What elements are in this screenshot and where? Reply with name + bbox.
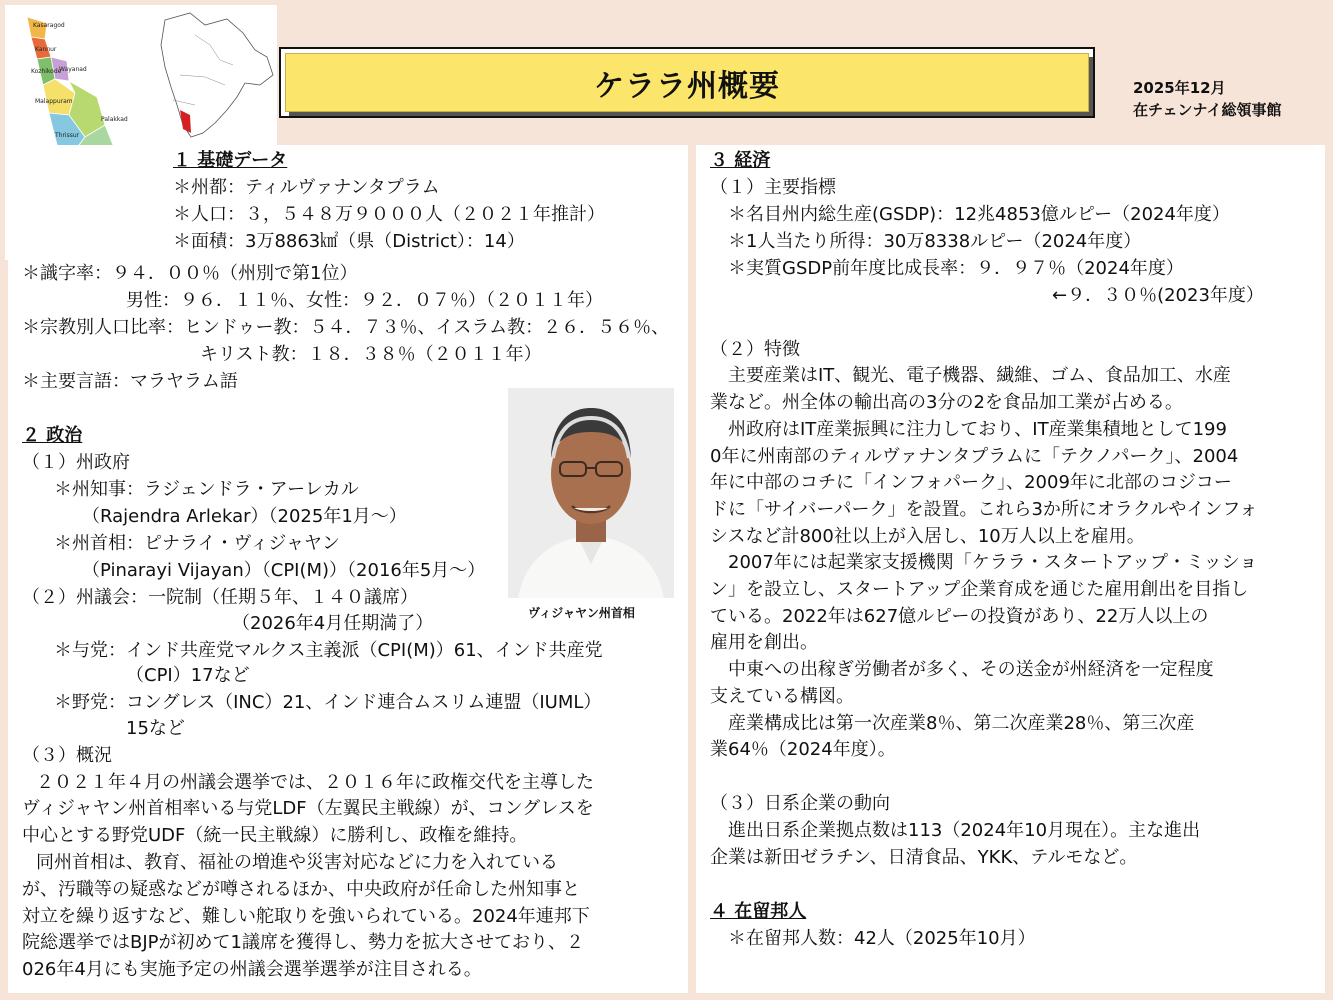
map-label-thrissur: Thrissur (55, 132, 80, 139)
religion-line-2: キリスト教：１８．３８％（２０１１年） (200, 344, 542, 365)
per-capita-income-line: ＊1人当たり所得：30万8338ルピー（2024年度） (728, 231, 1142, 252)
map-label-kasaragod: Kasaragod (33, 22, 65, 29)
ruling-party-line: ＊与党：インド共産党マルクス主義派（CPI(M)）61、インド共産党 (54, 640, 603, 661)
features-line-4: 0年に州南部のティルヴァナンタプラムに「テクノパーク」、2004 (710, 446, 1239, 467)
features-line-15: 業64％（2024年度）。 (710, 739, 896, 760)
chief-minister-photo (508, 388, 674, 598)
issuer-name: 在チェンナイ総領事館 (1133, 101, 1282, 119)
features-heading: （２）特徴 (710, 339, 800, 360)
ruling-party-line-2: （CPI）17など (126, 665, 250, 686)
features-line-7: シスなど計800社以上が入居し、10万人以上を雇用。 (710, 526, 1145, 547)
governor-detail: （Rajendra Arlekar）（2025年1月～） (82, 506, 407, 527)
opposition-line: ＊野党：コングレス（INC）21、インド連合ムスリム連盟（IUML） (54, 692, 602, 713)
map-label-kannur: Kannur (35, 46, 57, 53)
opposition-line-2: 15など (126, 718, 185, 739)
title-banner (285, 53, 1089, 112)
features-line-2: 業など。州全体の輸出高の3分の2を食品加工業が占める。 (710, 392, 1183, 413)
features-line-5: 年に中部のコチに「インフォパーク」、2009年に北部のコジコー (710, 472, 1232, 493)
assembly-line: （２）州議会：一院制（任期５年、１４０議席） (22, 587, 418, 608)
japanese-companies-heading: （３）日系企業の動向 (710, 793, 890, 814)
features-line-6: ドに「サイバーパーク」を設置。これら3か所にオラクルやインフォ (710, 499, 1258, 520)
issue-info (1133, 77, 1282, 121)
title-frame (279, 47, 1095, 118)
religion-line: ＊宗教別人口比率：ヒンドゥー教：５４．７３％、イスラム教：２６．５６％、 (22, 317, 670, 338)
capital-line: ＊州都：ティルヴァナンタプラム (173, 177, 440, 198)
photo-caption: ヴィジャヤン州首相 (528, 606, 635, 620)
gsdp-line: ＊名目州内総生産(GSDP)：12兆4853億ルピー（2024年度） (728, 204, 1230, 225)
overview-line-6: 対立を繰り返すなど、難しい舵取りを強いられている。2024年連邦下 (22, 906, 590, 927)
state-government-heading: （１）州政府 (22, 452, 130, 473)
overview-line-7: 院総選挙ではBJPが初めて1議席を獲得し、勢力を拡大させており、２ (22, 932, 584, 953)
features-line-14: 産業構成比は第一次産業8％、第二次産業28％、第三次産 (728, 713, 1195, 734)
section-heading-economy: ３ 経済 (710, 150, 771, 171)
map-label-malappuram: Malappuram (35, 98, 73, 105)
issue-date: 2025年12月 (1133, 79, 1226, 97)
features-line-10: ている。2022年は627億ルピーの投資があり、22万人以上の (710, 606, 1209, 627)
area-line: ＊面積：3万8863㎢（県（District）：14） (173, 231, 525, 252)
features-line-1: 主要産業はIT、観光、電子機器、繊維、ゴム、食品加工、水産 (728, 365, 1231, 386)
growth-rate-prev-line: ←９．３０％(2023年度） (1052, 285, 1264, 306)
key-indicators-heading: （１）主要指標 (710, 177, 836, 198)
features-line-9: ン」を設立し、スタートアップ企業育成を通じた雇用創出を目指し (710, 579, 1249, 600)
overview-line-5: が、汚職等の疑惑などが噂されるほか、中央政府が任命した州知事と (22, 879, 580, 900)
literacy-gender-line: 男性：９６．１１％、女性：９２．０７％）（２０１１年） (126, 290, 603, 311)
map-label-kozhikode: Kozhikode (31, 68, 62, 75)
section-heading-politics: ２ 政治 (22, 425, 83, 446)
language-line: ＊主要言語：マラヤラム語 (22, 371, 238, 392)
governor-line: ＊州知事：ラジェンドラ・アーレカル (54, 479, 359, 500)
features-line-12: 中東への出稼ぎ労働者が多く、その送金が州経済を一定程度 (728, 659, 1214, 680)
map-label-wayanad: Wayanad (59, 66, 87, 73)
assembly-term-line: （2026年4月任期満了） (232, 613, 434, 634)
overview-heading: （３）概況 (22, 745, 112, 766)
overview-line-2: ヴィジャヤン州首相率いる与党LDF（左翼民主戦線）が、コングレスを (22, 798, 594, 819)
chief-minister-line: ＊州首相：ピナライ・ヴィジャヤン (54, 533, 340, 554)
overview-line-8: 026年4月にも実施予定の州議会選挙選挙が注目される。 (22, 959, 482, 980)
residents-line: ＊在留邦人数：42人（2025年10月） (728, 928, 1036, 949)
chief-minister-detail: （Pinarayi Vijayan）（CPI(M)）（2016年5月～） (82, 560, 486, 581)
japanese-companies-line-1: 進出日系企業拠点数は113（2024年10月現在）。主な進出 (728, 820, 1201, 841)
japanese-companies-line-2: 企業は新田ゼラチン、日清食品、YKK、テルモなど。 (710, 847, 1138, 868)
features-line-3: 州政府はIT産業振興に注力しており、IT産業集積地として199 (728, 419, 1227, 440)
growth-rate-line: ＊実質GSDP前年度比成長率：９．９７％（2024年度） (728, 258, 1184, 279)
population-line: ＊人口：３，５４８万９０００人（２０２１年推計） (173, 204, 605, 225)
page-title: ケララ州概要 (594, 68, 780, 104)
section-heading-residents: ４ 在留邦人 (710, 901, 807, 922)
overview-line-3: 中心とする野党UDF（統一民主戦線）に勝利し、政権を維持。 (22, 825, 528, 846)
portrait-graphic (508, 388, 674, 598)
features-line-13: 支えている構図。 (710, 686, 854, 707)
map-label-palakkad: Palakkad (101, 116, 128, 123)
literacy-line: ＊識字率：９４．００％（州別で第1位） (22, 263, 358, 284)
overview-line-4: 同州首相は、教育、福祉の増進や災害対応などに力を入れている (36, 852, 558, 873)
overview-line-1: ２０２１年４月の州議会選挙では、２０１６年に政権交代を主導した (36, 772, 594, 793)
section-heading-basic-data: １ 基礎データ (173, 150, 288, 171)
features-line-11: 雇用を創出。 (710, 632, 818, 653)
features-line-8: 2007年には起業家支援機関「ケララ・スタートアップ・ミッショ (728, 552, 1258, 573)
